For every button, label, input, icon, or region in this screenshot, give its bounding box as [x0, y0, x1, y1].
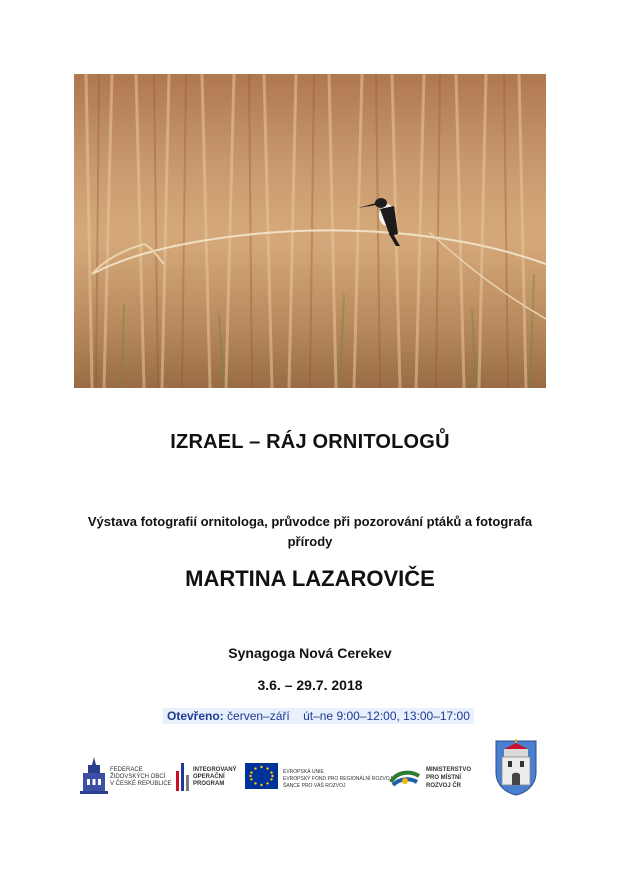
- fzo-line-3: V ČESKÉ REPUBLICE: [110, 781, 172, 787]
- mmr-logo: [388, 763, 478, 795]
- eu-flag-icon: [245, 763, 278, 789]
- photographer-name: MARTINA LAZAROVIČE: [185, 566, 435, 591]
- iop-line-3: PROGRAM: [193, 781, 225, 787]
- exhibition-dates: 3.6. – 29.7. 2018: [257, 677, 363, 693]
- subtitle-line-1: Výstava fotografií ornitologa, průvodce při pozorování ptáků a fotografa: [87, 514, 533, 529]
- mmr-swirl-icon: [388, 768, 422, 790]
- nova-cerekev-coat-of-arms: [494, 739, 538, 797]
- fzo-logo: [80, 755, 180, 795]
- hours-season: červen–září: [227, 709, 290, 723]
- iop-line-1: INTEGROVANÝ: [193, 767, 237, 773]
- iop-line-2: OPERAČNÍ: [193, 774, 225, 780]
- eu-line-2: EVROPSKÝ FOND PRO REGIONÁLNÍ ROZVOJ: [283, 776, 393, 782]
- iop-logo: [176, 763, 246, 793]
- eu-line-1: EVROPSKÁ UNIE: [283, 769, 324, 775]
- eu-line-3: ŠANCE PRO VÁŠ ROZVOJ: [283, 783, 346, 789]
- subtitle-line-2: přírody: [287, 534, 333, 549]
- hours-label: Otevřeno:: [167, 709, 224, 723]
- mmr-line-3: ROZVOJ ČR: [426, 783, 462, 789]
- sponsor-logos: [0, 735, 620, 805]
- fzo-line-2: ŽIDOVSKÝCH OBCÍ: [110, 774, 166, 780]
- photo-graphic: [74, 74, 546, 388]
- coat-of-arms-icon: [494, 739, 538, 797]
- mmr-line-1: MINISTERSTVO: [426, 767, 472, 773]
- eu-logo: [245, 763, 393, 793]
- exhibition-title: IZRAEL – RÁJ ORNITOLOGŮ: [170, 431, 450, 453]
- mmr-line-2: PRO MÍSTNÍ: [426, 775, 462, 781]
- hours-times: út–ne 9:00–12:00, 13:00–17:00: [303, 709, 470, 723]
- opening-hours: [163, 708, 474, 724]
- venue: Synagoga Nová Cerekev: [228, 645, 392, 661]
- synagogue-icon: [80, 755, 108, 795]
- kingfisher-photo: [74, 74, 546, 388]
- fzo-line-1: FEDERACE: [110, 767, 143, 773]
- exhibition-subtitle: [80, 512, 540, 552]
- iop-bars-icon: [176, 763, 190, 791]
